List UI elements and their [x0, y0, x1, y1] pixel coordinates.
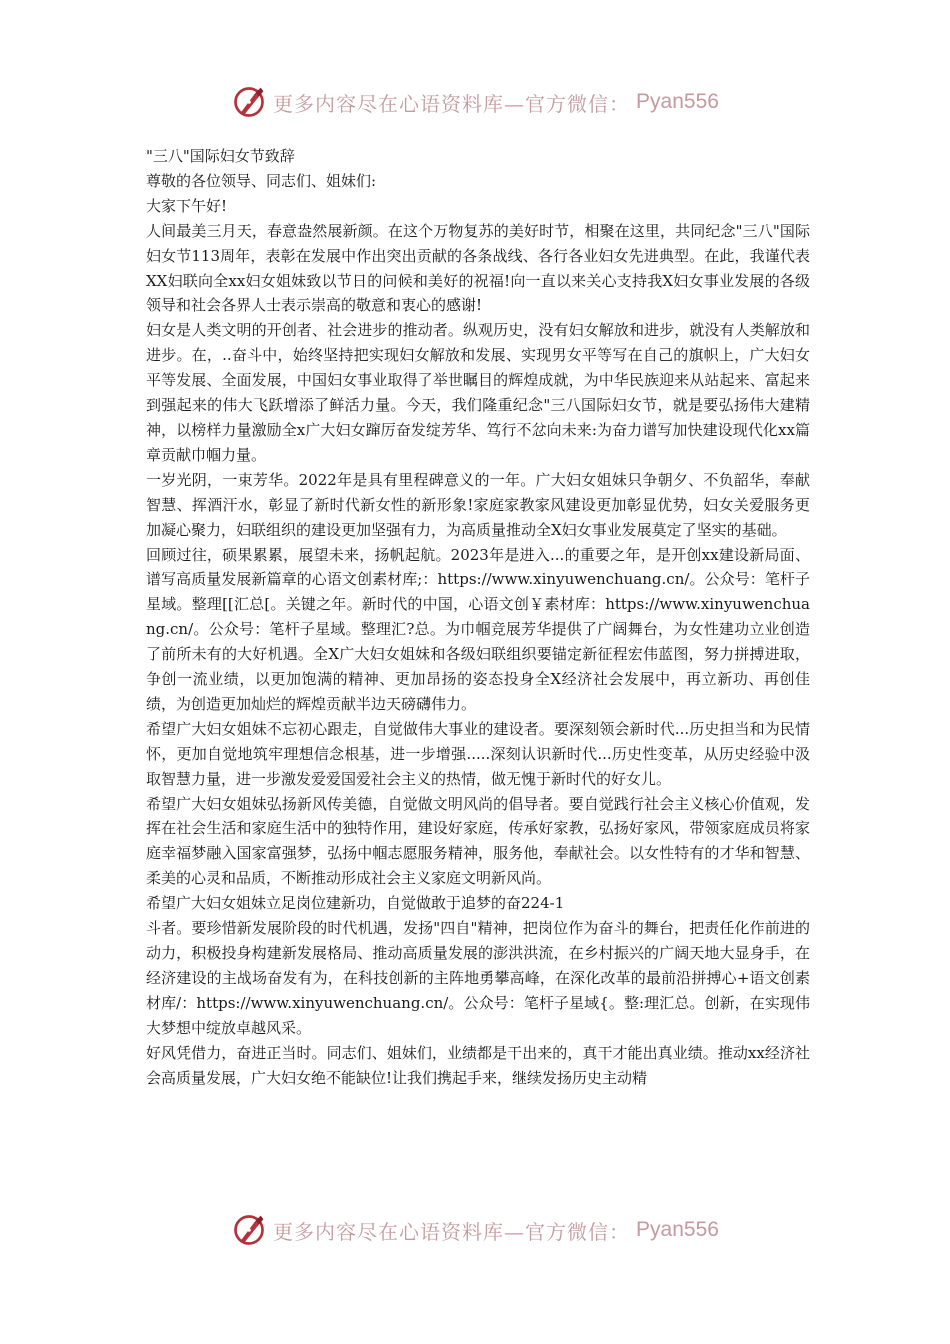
- document-title: "三八"国际妇女节致辞: [146, 147, 295, 165]
- paragraph: 希望广大妇女姐妹不忘初心跟走，自觉做伟大事业的建设者。要深刻领会新时代...历史担当和为民情怀，更加自觉地筑牢理想信念根基，进一步增强.....深刻认识新时代...历史性变革，从历史经验中汲取智慧力量，进一步激发爱爱国爱社会主义的热情，做无愧于新时代的好女儿。: [146, 719, 810, 788]
- pen-nib-logo-icon: [231, 1212, 267, 1248]
- paragraph: 好风凭借力，奋进正当时。同志们、姐妹们，业绩都是干出来的，真干才能出真业绩。推动xx经济社会高质量发展，广大妇女绝不能缺位!让我们携起手来，继续发扬历史主动精: [146, 1043, 810, 1087]
- paragraph: 一岁光阴，一束芳华。2022年是具有里程碑意义的一年。广大妇女姐妹只争朝夕、不负韶华，奉献智慧、挥酒汗水，彰显了新时代新女性的新形象!家庭家教家风建设更加彰显优势，妇女关爱服务更加凝心聚力，妇联组织的建设更加坚强有力，为高质量推动全X妇女事业发展莫定了坚实的基础。: [146, 470, 810, 539]
- watermark-wechat-id: Pyan556: [636, 90, 719, 113]
- watermark-group: [231, 1212, 719, 1248]
- watermark-text: 更多内容尽在心语资料库—官方微信：: [273, 1219, 631, 1244]
- paragraph: 希望广大妇女姐妹弘扬新风传美德，自觉做文明风尚的倡导者。要自觉践行社会主义核心价值观，发挥在社会生活和家庭生活中的独特作用，建设好家庭，传承好家教，弘扬好家风，带领家庭成员将家庭幸福梦融入国家富强梦，弘扬中帼志愿服务精神，服务他，奉献社会。以女性特有的才华和智慧、柔美的心灵和品质，不断推动形成社会主义家庭文明新风尚。: [146, 794, 810, 888]
- paragraph: 希望广大妇女姐妹立足岗位建新功，自觉做敢于追梦的奋224-1: [146, 894, 565, 913]
- pen-nib-logo-icon: [231, 84, 267, 120]
- watermark-text: 更多内容尽在心语资料库—官方微信：: [273, 91, 631, 116]
- paragraph-greeting: 大家下午好!: [146, 196, 228, 215]
- paragraph: 斗者。要珍惜新发展阶段的时代机遇，发扬"四自"精神，把岗位作为奋斗的舞台，把责任化作前进的动力，积极投身构建新发展格局、推动高质量发展的澎洪洪流，在乡村振兴的广阔天地大显身手，在经济建设的主战场奋发有为，在科技创新的主阵地勇攀高峰，在深化改革的最前沿拼搏心+语文创素材库/：https://www.xinyuwenchuang.cn/。公众号：笔杆子星域{。整:理汇总。创新，在实现伟大梦想中绽放卓越风采。: [146, 919, 810, 1037]
- paragraph: 妇女是人类文明的开创者、社会进步的推动者。纵观历史，没有妇女解放和进步，就没有人类解放和进步。在，..奋斗中，始终坚持把实现妇女解放和发展、实现男女平等写在自己的旗帜上，广大妇女平等发展、全面发展，中国妇女事业取得了举世瞩目的辉煌成就，为中华民族迎来从站起来、富起来到强起来的伟大飞跃增添了鲜活力量。今天，我们隆重纪念"三八国际妇女节，就是要弘扬伟大建精神，以榜样力量激励全x广大妇女蹿厉奋发绽芳华、笃行不忿向未来:为奋力谱写加快建设现代化xx篇章贡献巾帼力量。: [146, 321, 810, 464]
- watermark-banner-bottom: [0, 1208, 950, 1252]
- paragraph: 人间最美三月天，春意盎然展新颜。在这个万物复苏的美好时节，相聚在这里，共同纪念"三八"国际妇女节113周年，表彰在发展中作出突出贡献的各条战线、各行各业妇女先进典型。在此，我谨代表XX妇联向全xx妇女姐妹致以节日的问候和美好的祝福!向一直以来关心支持我X妇女事业发展的各级领导和社会各界人士表示崇高的敬意和衷心的感谢!: [146, 221, 810, 315]
- watermark-wechat-id: Pyan556: [636, 1218, 719, 1241]
- paragraph: 回顾过往，硕果累累，展望未来，扬帆起航。2023年是进入...的重要之年，是开创xx建设新局面、谱写高质量发展新篇章的心语文创素材库;：https://www.xinyuwenchuang.cn/。公众号：笔杆子星域。整理[[汇总[。关键之年。新时代的中国，心语文创￥素材库：https://www.xinyuwenchuang.cn/。公众号：笔杆子星域。整理汇?总。为巾帼竞展芳华提供了广阔舞台，为女性建功立业创造了前所未有的大好机遇。全X广大妇女姐妹和各级妇联组织要锚定新征程宏伟蓝图，努力拼搏进取，争创一流业绩，以更加饱满的精神、更加昂扬的姿态投身全X经济社会发展中，再立新功、再创佳绩，为创造更加灿烂的辉煌贡献半边天磅礴伟力。: [146, 545, 810, 713]
- document-body: [146, 144, 810, 1090]
- watermark-group: [231, 84, 719, 120]
- watermark-banner-top: [0, 80, 950, 124]
- paragraph-salutation: 尊敬的各位领导、同志们、姐妹们:: [146, 171, 377, 190]
